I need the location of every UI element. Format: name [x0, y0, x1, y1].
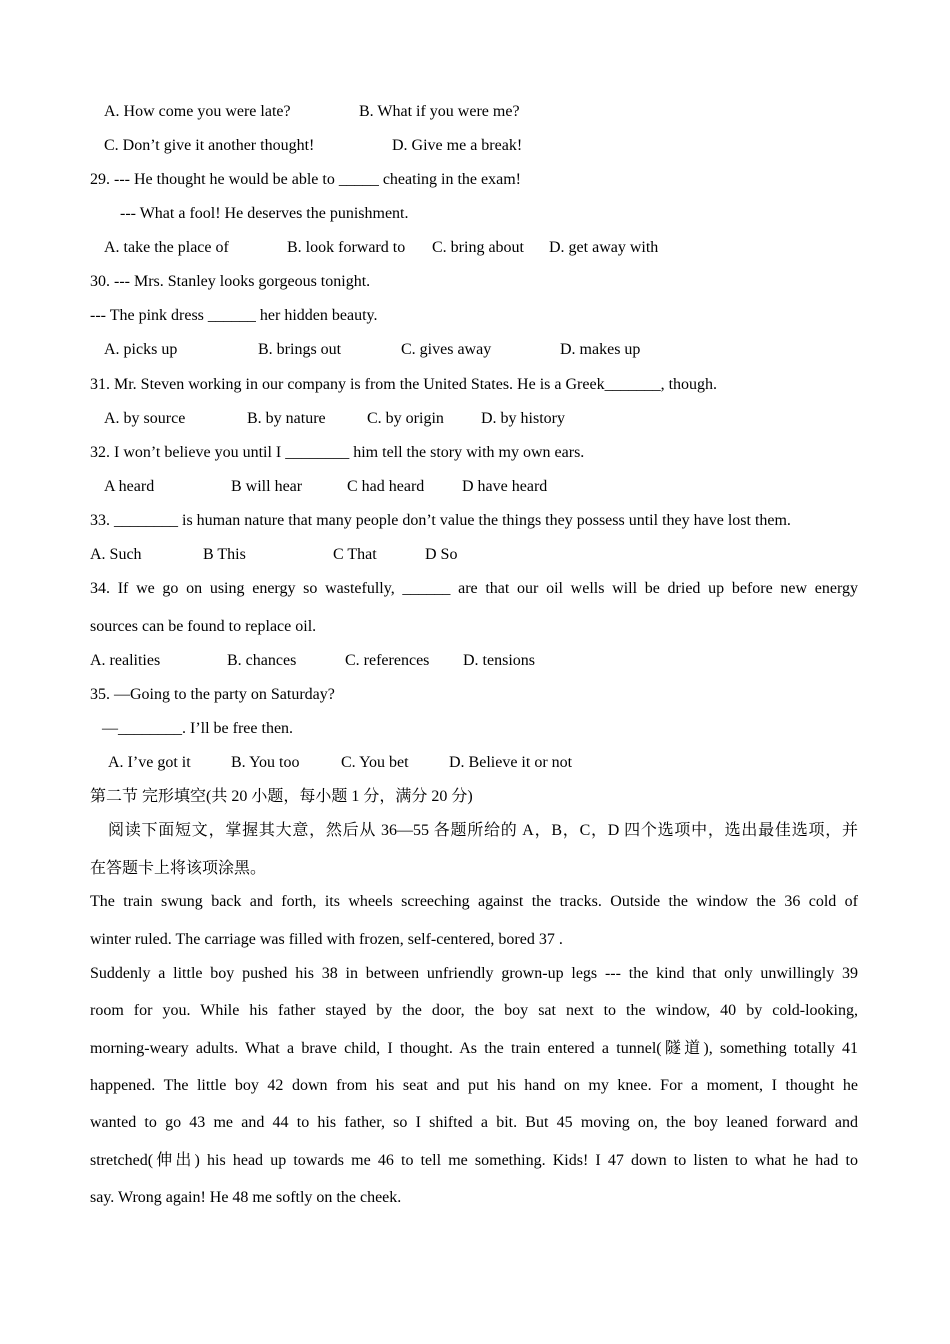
q31-option-b: B. by nature	[247, 410, 326, 427]
q34-option-d: D. tensions	[463, 652, 535, 669]
q30-reply: --- The pink dress ______ her hidden beauty.	[90, 307, 378, 324]
q34-option-b: B. chances	[227, 652, 297, 669]
q30-option-b: B. brings out	[258, 341, 342, 358]
section2-heading: 第二节 完形填空(共 20 小题，每小题 1 分，满分 20 分)	[90, 788, 473, 805]
q35-option-d: D. Believe it or not	[449, 754, 573, 771]
q34-option-c: C. references	[345, 652, 430, 669]
q32-option-a: A heard	[104, 478, 155, 495]
q28-option-c: C. Don’t give it another thought!	[104, 137, 315, 154]
passage-p2-line-2: room for you. While his father stayed by the door, the boy sat next to the window, 40 by cold-looking,	[90, 1002, 858, 1019]
q34-option-a: A. realities	[90, 652, 161, 669]
passage-p1-line-1: The train swung back and forth, its wheels screeching against the tracks. Outside the window the 36 cold of	[90, 893, 858, 910]
q33-option-b: B This	[203, 546, 246, 563]
passage-p2-line-3: morning-weary adults. What a brave child, I thought. As the train entered a tunnel(隧道), something totally 41	[90, 1040, 858, 1057]
q28-option-b: B. What if you were me?	[359, 103, 520, 120]
q35-option-a: A. I’ve got it	[108, 754, 191, 771]
passage-p1-line-2: winter ruled. The carriage was filled with frozen, self-centered, bored 37 .	[90, 931, 563, 948]
q32-option-b: B will hear	[231, 478, 303, 495]
q29-reply: --- What a fool! He deserves the punishment.	[120, 205, 409, 222]
section2-instructions-line-2: 在答题卡上将该项涂黑。	[90, 860, 267, 877]
passage-p2-line-4: happened. The little boy 42 down from his seat and put his hand on my knee. For a moment, I thought he	[90, 1077, 858, 1094]
q34-stem-line-1: 34. If we go on using energy so wastefully, ______ are that our oil wells will be dried up before new energy	[90, 580, 858, 597]
q35-option-c: C. You bet	[341, 754, 409, 771]
q29-option-c: C. bring about	[432, 239, 524, 256]
q32-option-c: C had heard	[347, 478, 425, 495]
q29-option-d: D. get away with	[549, 239, 659, 256]
q30-option-d: D. makes up	[560, 341, 641, 358]
q31-stem: 31. Mr. Steven working in our company is from the United States. He is a Greek_______, though.	[90, 376, 718, 393]
q33-option-d: D So	[425, 546, 458, 563]
passage-p2-line-1: Suddenly a little boy pushed his 38 in between unfriendly grown-up legs --- the kind that only unwillingly 39	[90, 965, 858, 982]
q29-option-b: B. look forward to	[287, 239, 406, 256]
passage-p2-line-5: wanted to go 43 me and 44 to his father, so I shifted a bit. But 45 moving on, the boy leaned forward and	[90, 1114, 858, 1131]
q33-option-c: C That	[333, 546, 377, 563]
q31-option-d: D. by history	[481, 410, 565, 427]
q28-option-d: D. Give me a break!	[392, 137, 523, 154]
q30-option-c: C. gives away	[401, 341, 492, 358]
q33-stem: 33. ________ is human nature that many people don’t value the things they possess until they have lost them.	[90, 512, 791, 529]
q29-stem: 29. --- He thought he would be able to _____ cheating in the exam!	[90, 171, 521, 188]
q34-stem-line-2: sources can be found to replace oil.	[90, 618, 317, 635]
q28-option-a: A. How come you were late?	[104, 103, 291, 120]
q35-stem: 35. —Going to the party on Saturday?	[90, 686, 335, 703]
q32-option-d: D have heard	[462, 478, 548, 495]
q32-stem: 32. I won’t believe you until I ________ him tell the story with my own ears.	[90, 444, 585, 461]
passage-p2-line-7: say. Wrong again! He 48 me softly on the cheek.	[90, 1189, 402, 1206]
q31-option-a: A. by source	[104, 410, 186, 427]
q29-option-a: A. take the place of	[104, 239, 229, 256]
passage-p2-line-6: stretched(伸出) his head up towards me 46 to tell me something. Kids! I 47 down to listen to what he had to	[90, 1152, 858, 1169]
q30-stem: 30. --- Mrs. Stanley looks gorgeous tonight.	[90, 273, 371, 290]
q33-option-a: A. Such	[90, 546, 142, 563]
q35-reply: —________. I’ll be free then.	[102, 720, 294, 737]
section2-instructions-line-1: 阅读下面短文，掌握其大意，然后从 36—55 各题所给的 A，B，C，D 四个选项中，选出最佳选项，并	[108, 822, 858, 839]
q30-option-a: A. picks up	[104, 341, 178, 358]
q31-option-c: C. by origin	[367, 410, 444, 427]
q35-option-b: B. You too	[231, 754, 300, 771]
